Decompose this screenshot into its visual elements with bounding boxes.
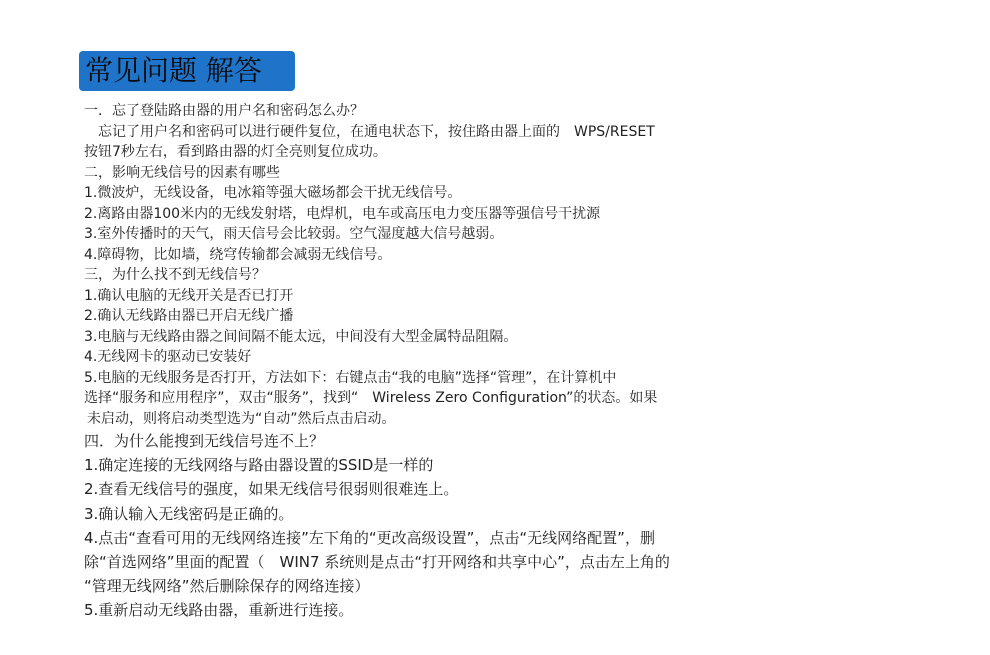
faq-title: 常见问题 解答 <box>79 51 295 91</box>
answer-line: 3.确认输入无线密码是正确的。 <box>84 504 294 523</box>
answer-line: 除“首选网络”里面的配置（ WIN7 系统则是点击“打开网络和共享中心”，点击左上角的 <box>84 552 670 571</box>
answer-line: 4.障碍物，比如墙，绕穹传输都会减弱无线信号。 <box>84 246 392 263</box>
answer-line: 1.确定连接的无线网络与路由器设置的SSID是一样的 <box>84 456 434 475</box>
answer-line: 3.室外传播时的天气，雨天信号会比较弱。空气湿度越大信号越弱。 <box>84 226 504 242</box>
answer-line: 2.查看无线信号的强度，如果无线信号很弱则很难连上。 <box>84 480 459 499</box>
answer-line: 选择“服务和应用程序”，双击“服务”，找到“ Wireless Zero Configuration”的状态。如果 <box>84 390 658 406</box>
question-1: 一．忘了登陆路由器的用户名和密码怎么办？ <box>84 103 364 119</box>
answer-line: 1.确认电脑的无线开关是否已打开 <box>84 287 294 304</box>
answer-line: 4.点击“查看可用的无线网络连接”左下角的“更改高级设置”，点击“无线网络配置”，删 <box>84 528 655 547</box>
question-2: 二，影响无线信号的因素有哪些 <box>84 164 280 181</box>
answer-line: 4.无线网卡的驱动已安装好 <box>84 349 252 365</box>
answer-line: 5.重新启动无线路由器，重新进行连接。 <box>84 601 354 620</box>
answer-line: 2.确认无线路由器已开启无线广播 <box>84 308 294 324</box>
answer-line: 3.电脑与无线路由器之间间隔不能太远，中间没有大型金属特品阻隔。 <box>84 328 518 345</box>
question-4: 四．为什么能搜到无线信号连不上？ <box>84 432 325 450</box>
faq-content <box>84 101 744 623</box>
answer-line: 按钮7秒左右，看到路由器的灯全亮则复位成功。 <box>84 144 387 160</box>
question-3: 三，为什么找不到无线信号？ <box>84 267 266 283</box>
answer-line: 5.电脑的无线服务是否打开，方法如下：右键点击“我的电脑”选择“管理”，在计算机中 <box>84 369 617 386</box>
answer-line: 1.微波炉，无线设备，电冰箱等强大磁场都会干扰无线信号。 <box>84 185 462 201</box>
answer-line: “管理无线网络”然后删除保存的网络连接） <box>84 577 370 596</box>
answer-line: 2.离路由器100米内的无线发射塔，电焊机，电车或高压电力变压器等强信号干扰源 <box>84 205 601 222</box>
answer-line: 未启动，则将启动类型选为“自动”然后点击启动。 <box>87 410 396 427</box>
answer-line: 忘记了用户名和密码可以进行硬件复位，在通电状态下，按住路由器上面的 WPS/RESET <box>98 123 655 140</box>
